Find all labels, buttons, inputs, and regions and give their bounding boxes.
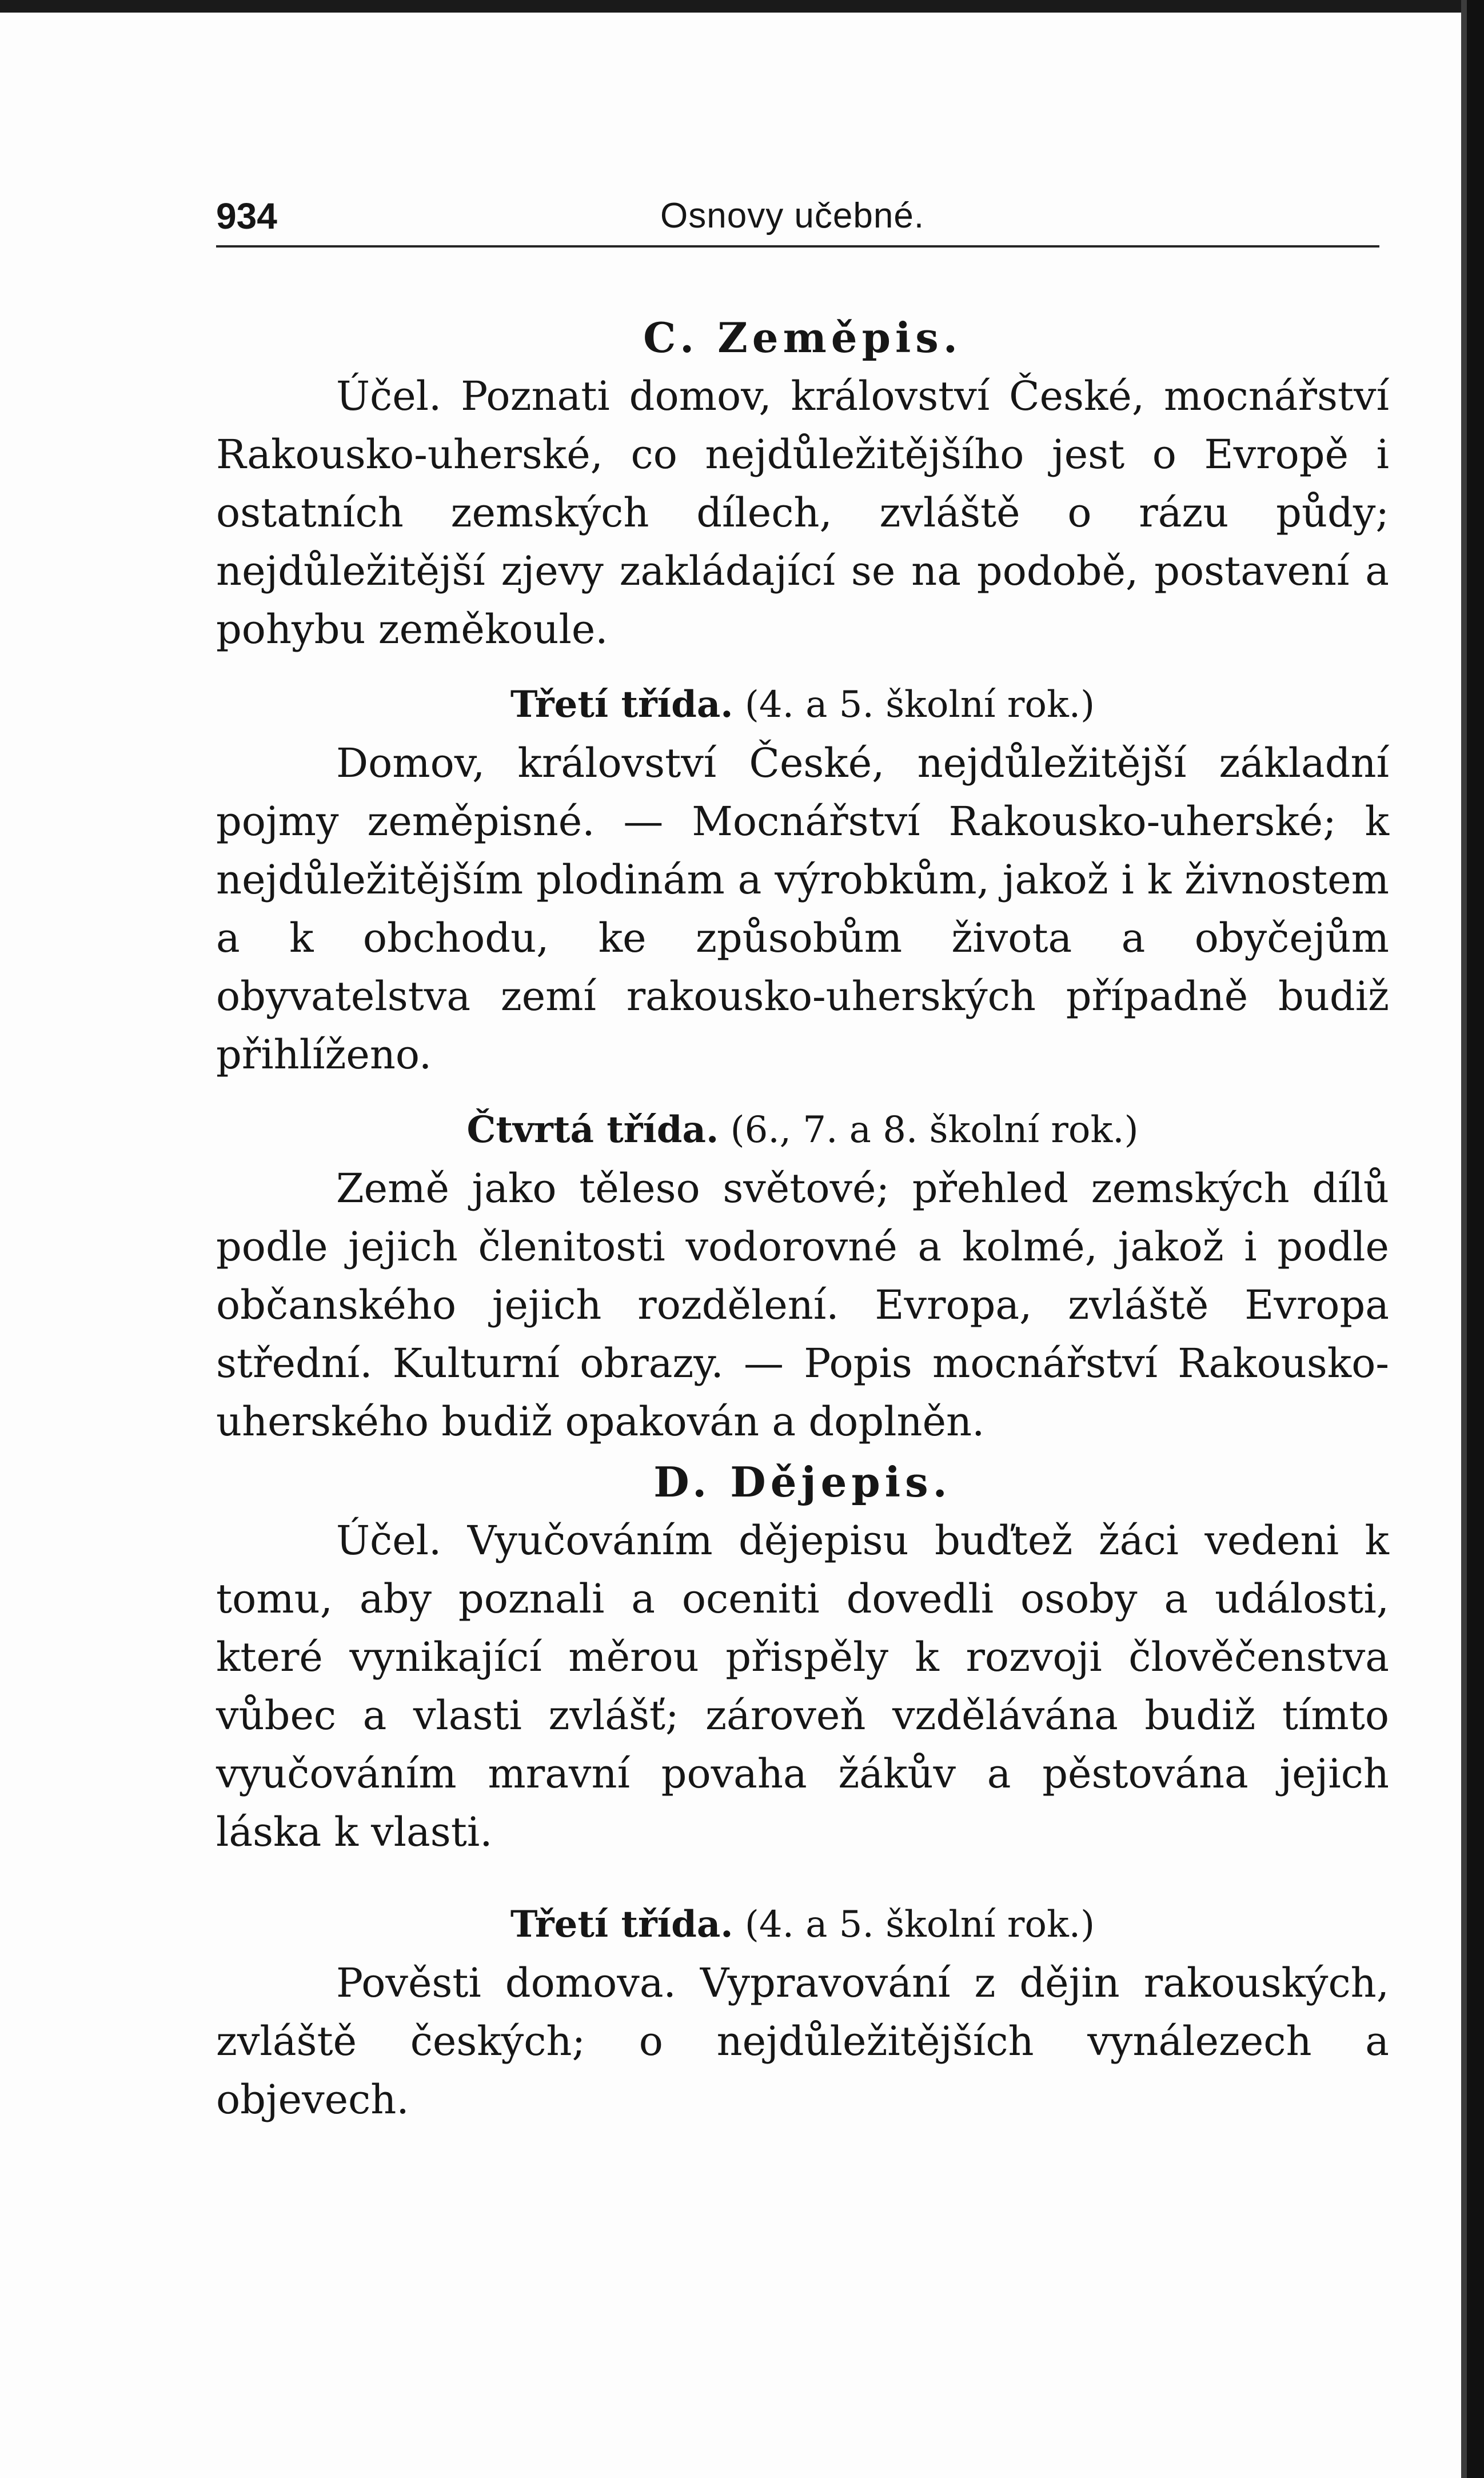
header-rule: [216, 245, 1379, 248]
zemepis-class4-paragraph: Země jako těleso světové; přehled zemských dílů podle jejich členitosti vodorovné a kolmé, jakož i podle občanského jejich rozdělení. Evropa, zvláště Evropa střední. Kulturní obrazy. — Popis mocnářství Rakousko-uherského budiž opakován a doplněn.: [216, 1165, 1389, 1445]
page-number: 934: [216, 195, 277, 237]
scan-border-right-inner: [1461, 0, 1467, 2478]
zemepis-purpose-paragraph: [216, 367, 1389, 659]
dejepis-purpose-lead: Účel.: [336, 1517, 442, 1564]
section-title-zemepis: C. Zeměpis.: [643, 313, 962, 362]
zemepis-class4-heading: [216, 1101, 1389, 1159]
zemepis-purpose-lead: Účel.: [336, 373, 442, 420]
running-title: Osnovy učebné.: [660, 196, 925, 236]
dejepis-class3-years: (4. a 5. školní rok.): [744, 1904, 1095, 1946]
dejepis-class3-heading: [216, 1896, 1389, 1954]
zemepis-class3-title: Třetí třída.: [510, 683, 733, 726]
page-body: [216, 309, 1389, 2129]
zemepis-class4-years: (6., 7. a 8. školní rok.): [730, 1109, 1139, 1151]
dejepis-class3-paragraph: Pověsti domova. Vypravování z dějin rakouských, zvláště českých; o nejdůležitějších vynálezech a objevech.: [216, 1960, 1389, 2123]
dejepis-class3-title: Třetí třída.: [510, 1903, 733, 1946]
dejepis-purpose-text: Vyučováním dějepisu buďtež žáci vedeni k tomu, aby poznali a oceniti dovedli osoby a události, které vynikající měrou přispěly k rozvoji člověčenstva vůbec a vlasti zvlášť; zároveň vzdělávána budiž tímto vyučováním mravní povaha žákův a pěstována jejich láska k vlasti.: [216, 1517, 1389, 1855]
scan-border-top: [0, 0, 1484, 13]
zemepis-purpose-text: Poznati domov, království České, mocnářství Rakousko-uherské, co nejdůležitějšího jest o Evropě i ostatních zemských dílech, zvláště o rázu půdy; nejdůležitější zjevy zakládající se na podobě, postavení a pohybu zeměkoule.: [216, 373, 1389, 653]
scan-border-right: [1467, 0, 1484, 2478]
section-title-dejepis: D. Dějepis.: [653, 1458, 952, 1506]
zemepis-class3-years: (4. a 5. školní rok.): [744, 684, 1095, 726]
page-header: [216, 193, 1379, 239]
zemepis-class4-title: Čtvrtá třída.: [466, 1108, 719, 1151]
dejepis-purpose-paragraph: [216, 1511, 1389, 1861]
zemepis-class3-paragraph: Domov, království České, nejdůležitější základní pojmy zeměpisné. — Mocnářství Rakousko-uherské; k nejdůležitějším plodinám a výrobkům, jakož i k živnostem a k obchodu, ke způsobům života a obyčejům obyvatelstva zemí rakousko-uherských případně budiž přihlíženo.: [216, 740, 1389, 1078]
zemepis-class3-heading: [216, 676, 1389, 734]
